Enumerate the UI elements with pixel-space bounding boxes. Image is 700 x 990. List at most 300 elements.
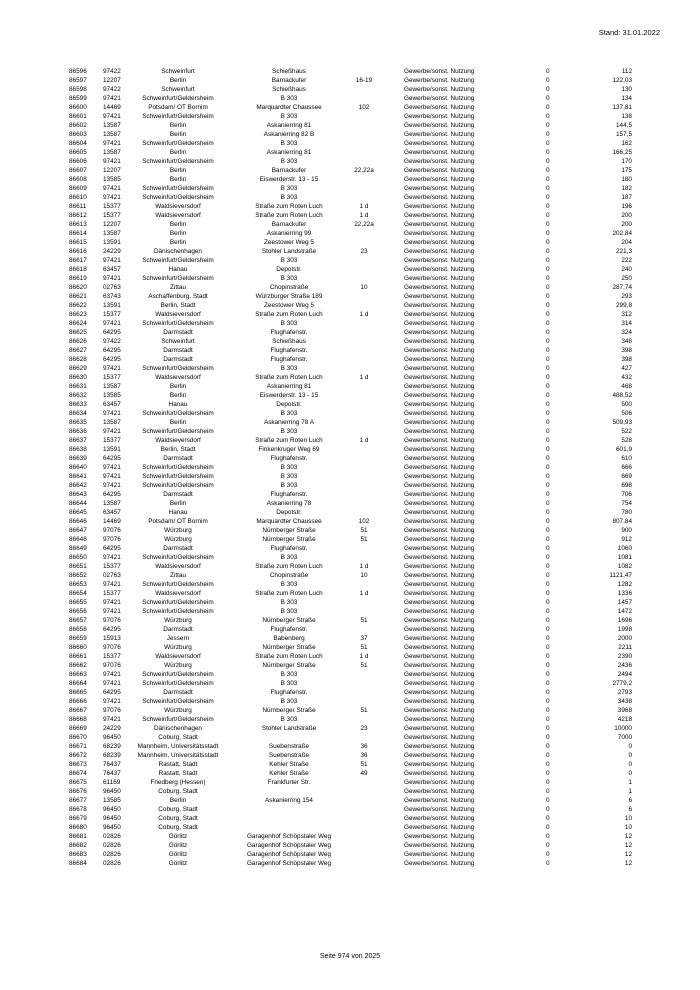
cell-street: B 303 bbox=[280, 599, 298, 606]
cell-street: B 303 bbox=[280, 716, 298, 723]
cell-value-a: 0 bbox=[546, 176, 550, 183]
cell-row-number: 86606 bbox=[69, 158, 87, 165]
cell-street: Eiswerderstr. 13 - 15 bbox=[259, 176, 319, 183]
cell-usage-type: Gewerbe/sonst. Nutzung bbox=[404, 743, 475, 750]
cell-row-number: 86671 bbox=[69, 743, 87, 750]
cell-house-number: 1 d bbox=[359, 212, 369, 219]
cell-usage-type: Gewerbe/sonst. Nutzung bbox=[404, 545, 475, 552]
cell-value-a: 0 bbox=[546, 275, 550, 282]
cell-area-value: 312 bbox=[621, 311, 632, 318]
cell-city: Hanau bbox=[168, 401, 188, 408]
cell-city: Coburg, Stadt bbox=[158, 824, 198, 831]
cell-area-value: 900 bbox=[621, 527, 632, 534]
cell-area-value: 601,9 bbox=[616, 446, 632, 453]
cell-value-a: 0 bbox=[546, 689, 550, 696]
table-row bbox=[0, 292, 700, 301]
table-row bbox=[0, 382, 700, 391]
cell-house-number: 102 bbox=[358, 104, 370, 111]
cell-usage-type: Gewerbe/sonst. Nutzung bbox=[404, 554, 475, 561]
cell-postal-code: 96450 bbox=[103, 824, 121, 831]
cell-value-a: 0 bbox=[546, 185, 550, 192]
cell-usage-type: Gewerbe/sonst. Nutzung bbox=[404, 473, 475, 480]
cell-postal-code: 97421 bbox=[103, 671, 121, 678]
cell-street: Nürnberger Straße bbox=[262, 707, 316, 714]
table-row bbox=[0, 94, 700, 103]
table-row bbox=[0, 607, 700, 616]
table-row bbox=[0, 193, 700, 202]
cell-value-a: 0 bbox=[546, 842, 550, 849]
cell-usage-type: Gewerbe/sonst. Nutzung bbox=[404, 239, 475, 246]
cell-city: Aschaffenburg, Stadt bbox=[148, 293, 208, 300]
cell-row-number: 86662 bbox=[69, 662, 87, 669]
cell-row-number: 86663 bbox=[69, 671, 87, 678]
table-row bbox=[0, 76, 700, 85]
cell-house-number: 49 bbox=[360, 770, 368, 777]
cell-value-a: 0 bbox=[546, 572, 550, 579]
cell-area-value: 0 bbox=[628, 743, 632, 750]
table-row bbox=[0, 184, 700, 193]
cell-postal-code: 97421 bbox=[103, 194, 121, 201]
cell-postal-code: 64295 bbox=[103, 356, 121, 363]
cell-area-value: 240 bbox=[621, 266, 632, 273]
cell-city: Hanau bbox=[168, 509, 188, 516]
cell-city: Schweinfurt/Geldersheim bbox=[142, 365, 214, 372]
cell-usage-type: Gewerbe/sonst. Nutzung bbox=[404, 284, 475, 291]
cell-value-a: 0 bbox=[546, 500, 550, 507]
cell-street: Askanierring 82 B bbox=[263, 131, 315, 138]
cell-postal-code: 13591 bbox=[103, 302, 121, 309]
cell-postal-code: 97421 bbox=[103, 320, 121, 327]
cell-area-value: 10000 bbox=[614, 725, 632, 732]
cell-postal-code: 97421 bbox=[103, 428, 121, 435]
cell-area-value: 10 bbox=[624, 815, 632, 822]
cell-postal-code: 14469 bbox=[103, 104, 121, 111]
cell-street: Garagenhof Schöpstaler Weg bbox=[246, 860, 332, 867]
cell-row-number: 86645 bbox=[69, 509, 87, 516]
cell-row-number: 86646 bbox=[69, 518, 87, 525]
cell-city: Waldsieversdorf bbox=[155, 590, 201, 597]
cell-city: Waldsieversdorf bbox=[155, 374, 201, 381]
cell-area-value: 6 bbox=[628, 797, 632, 804]
cell-row-number: 86601 bbox=[69, 113, 87, 120]
cell-house-number: 10 bbox=[360, 572, 368, 579]
cell-value-a: 0 bbox=[546, 293, 550, 300]
cell-house-number: 1 d bbox=[359, 311, 369, 318]
cell-city: Berlin bbox=[169, 419, 187, 426]
cell-street: B 303 bbox=[280, 257, 298, 264]
cell-row-number: 86638 bbox=[69, 446, 87, 453]
cell-house-number: 51 bbox=[360, 536, 368, 543]
cell-street: Flughafenstr. bbox=[270, 356, 308, 363]
cell-usage-type: Gewerbe/sonst. Nutzung bbox=[404, 815, 475, 822]
table-row bbox=[0, 769, 700, 778]
cell-value-a: 0 bbox=[546, 68, 550, 75]
cell-usage-type: Gewerbe/sonst. Nutzung bbox=[404, 275, 475, 282]
cell-value-a: 0 bbox=[546, 635, 550, 642]
cell-row-number: 86624 bbox=[69, 320, 87, 327]
cell-city: Darmstadt bbox=[163, 356, 193, 363]
cell-row-number: 86666 bbox=[69, 698, 87, 705]
cell-row-number: 86684 bbox=[69, 860, 87, 867]
cell-value-a: 0 bbox=[546, 248, 550, 255]
table-row bbox=[0, 256, 700, 265]
cell-street: Nürnberger Straße bbox=[262, 527, 316, 534]
cell-value-a: 0 bbox=[546, 356, 550, 363]
cell-city: Berlin bbox=[169, 176, 187, 183]
cell-street: Nürnberger Straße bbox=[262, 662, 316, 669]
table-row bbox=[0, 715, 700, 724]
cell-area-value: 427 bbox=[621, 365, 632, 372]
cell-value-a: 0 bbox=[546, 239, 550, 246]
cell-city: Schweinfurt/Geldersheim bbox=[142, 482, 214, 489]
cell-house-number: 51 bbox=[360, 707, 368, 714]
cell-street: Askanierring 99 bbox=[266, 230, 312, 237]
cell-value-a: 0 bbox=[546, 509, 550, 516]
cell-row-number: 86675 bbox=[69, 779, 87, 786]
cell-street: Askanierring 78 A bbox=[263, 419, 315, 426]
cell-value-a: 0 bbox=[546, 554, 550, 561]
cell-house-number: 51 bbox=[360, 644, 368, 651]
cell-row-number: 86599 bbox=[69, 95, 87, 102]
table-row bbox=[0, 535, 700, 544]
cell-postal-code: 97421 bbox=[103, 554, 121, 561]
cell-area-value: 138 bbox=[621, 113, 632, 120]
cell-postal-code: 15377 bbox=[103, 374, 121, 381]
table-row bbox=[0, 706, 700, 715]
cell-street: B 303 bbox=[280, 482, 298, 489]
cell-row-number: 86655 bbox=[69, 599, 87, 606]
cell-city: Waldsieversdorf bbox=[155, 653, 201, 660]
cell-value-a: 0 bbox=[546, 590, 550, 597]
cell-usage-type: Gewerbe/sonst. Nutzung bbox=[404, 167, 475, 174]
cell-street: Barnackufer bbox=[271, 77, 307, 84]
cell-usage-type: Gewerbe/sonst. Nutzung bbox=[404, 176, 475, 183]
cell-postal-code: 64295 bbox=[103, 347, 121, 354]
cell-value-a: 0 bbox=[546, 680, 550, 687]
cell-house-number: 23 bbox=[360, 725, 368, 732]
cell-usage-type: Gewerbe/sonst. Nutzung bbox=[404, 410, 475, 417]
cell-row-number: 86676 bbox=[69, 788, 87, 795]
cell-postal-code: 13591 bbox=[103, 446, 121, 453]
cell-street: B 303 bbox=[280, 680, 298, 687]
cell-row-number: 86661 bbox=[69, 653, 87, 660]
cell-usage-type: Gewerbe/sonst. Nutzung bbox=[404, 68, 475, 75]
cell-city: Görlitz bbox=[168, 851, 188, 858]
cell-value-a: 0 bbox=[546, 266, 550, 273]
cell-city: Schweinfurt/Geldersheim bbox=[142, 599, 214, 606]
cell-street: Schießhaus bbox=[272, 338, 306, 345]
table-row bbox=[0, 841, 700, 850]
cell-area-value: 528 bbox=[621, 437, 632, 444]
cell-city: Berlin, Stadt bbox=[160, 446, 196, 453]
cell-usage-type: Gewerbe/sonst. Nutzung bbox=[404, 716, 475, 723]
cell-postal-code: 76437 bbox=[103, 770, 121, 777]
cell-value-a: 0 bbox=[546, 104, 550, 111]
cell-postal-code: 02826 bbox=[103, 842, 121, 849]
cell-row-number: 86681 bbox=[69, 833, 87, 840]
cell-postal-code: 96450 bbox=[103, 788, 121, 795]
page-footer: Seite 974 von 2025 bbox=[319, 953, 381, 960]
cell-postal-code: 97421 bbox=[103, 275, 121, 282]
cell-city: Berlin bbox=[169, 77, 187, 84]
cell-city: Schweinfurt/Geldersheim bbox=[142, 275, 214, 282]
table-row bbox=[0, 157, 700, 166]
cell-usage-type: Gewerbe/sonst. Nutzung bbox=[404, 833, 475, 840]
cell-city: Waldsieversdorf bbox=[155, 563, 201, 570]
cell-area-value: 509,93 bbox=[612, 419, 632, 426]
cell-city: Schweinfurt/Geldersheim bbox=[142, 428, 214, 435]
table-row bbox=[0, 85, 700, 94]
cell-city: Darmstadt bbox=[163, 329, 193, 336]
table-row bbox=[0, 472, 700, 481]
cell-street: B 303 bbox=[280, 428, 298, 435]
cell-postal-code: 15913 bbox=[103, 635, 121, 642]
table-row bbox=[0, 733, 700, 742]
cell-value-a: 0 bbox=[546, 167, 550, 174]
cell-area-value: 144,5 bbox=[616, 122, 632, 129]
cell-row-number: 86615 bbox=[69, 239, 87, 246]
cell-area-value: 1336 bbox=[617, 590, 632, 597]
cell-city: Mannheim, Universitätsstadt bbox=[137, 743, 219, 750]
cell-postal-code: 15377 bbox=[103, 590, 121, 597]
cell-value-a: 0 bbox=[546, 329, 550, 336]
table-row bbox=[0, 67, 700, 76]
cell-usage-type: Gewerbe/sonst. Nutzung bbox=[404, 752, 475, 759]
cell-area-value: 314 bbox=[621, 320, 632, 327]
cell-value-a: 0 bbox=[546, 653, 550, 660]
cell-row-number: 86683 bbox=[69, 851, 87, 858]
table-row bbox=[0, 787, 700, 796]
cell-city: Mannheim, Universitätsstadt bbox=[137, 752, 219, 759]
table-row bbox=[0, 724, 700, 733]
cell-postal-code: 12207 bbox=[103, 77, 121, 84]
cell-city: Görlitz bbox=[168, 833, 188, 840]
cell-usage-type: Gewerbe/sonst. Nutzung bbox=[404, 392, 475, 399]
cell-street: Depotstr. bbox=[276, 401, 302, 408]
cell-street: Askanierring 78 bbox=[266, 500, 312, 507]
cell-usage-type: Gewerbe/sonst. Nutzung bbox=[404, 680, 475, 687]
cell-value-a: 0 bbox=[546, 338, 550, 345]
cell-row-number: 86673 bbox=[69, 761, 87, 768]
cell-value-a: 0 bbox=[546, 617, 550, 624]
cell-city: Berlin bbox=[169, 131, 187, 138]
cell-city: Darmstadt bbox=[163, 491, 193, 498]
cell-city: Zittau bbox=[170, 284, 186, 291]
cell-row-number: 86674 bbox=[69, 770, 87, 777]
table-row bbox=[0, 454, 700, 463]
cell-area-value: 610 bbox=[621, 455, 632, 462]
cell-street: B 303 bbox=[280, 410, 298, 417]
cell-usage-type: Gewerbe/sonst. Nutzung bbox=[404, 95, 475, 102]
cell-value-a: 0 bbox=[546, 221, 550, 228]
cell-postal-code: 13591 bbox=[103, 239, 121, 246]
table-row bbox=[0, 346, 700, 355]
cell-street: Finkenkruger Weg 69 bbox=[258, 446, 320, 453]
cell-street: Garagenhof Schöpstaler Weg bbox=[246, 833, 332, 840]
cell-usage-type: Gewerbe/sonst. Nutzung bbox=[404, 122, 475, 129]
cell-usage-type: Gewerbe/sonst. Nutzung bbox=[404, 320, 475, 327]
cell-usage-type: Gewerbe/sonst. Nutzung bbox=[404, 797, 475, 804]
cell-value-a: 0 bbox=[546, 662, 550, 669]
cell-city: Hanau bbox=[168, 266, 188, 273]
cell-postal-code: 63743 bbox=[103, 293, 121, 300]
cell-area-value: 122,03 bbox=[612, 77, 632, 84]
cell-city: Würzburg bbox=[164, 527, 192, 534]
cell-city: Dänischenhagen bbox=[154, 248, 202, 255]
cell-usage-type: Gewerbe/sonst. Nutzung bbox=[404, 536, 475, 543]
cell-postal-code: 97421 bbox=[103, 581, 121, 588]
cell-value-a: 0 bbox=[546, 347, 550, 354]
cell-area-value: 398 bbox=[621, 356, 632, 363]
cell-area-value: 666 bbox=[621, 464, 632, 471]
cell-value-a: 0 bbox=[546, 149, 550, 156]
cell-value-a: 0 bbox=[546, 491, 550, 498]
table-row bbox=[0, 373, 700, 382]
cell-city: Berlin bbox=[169, 500, 187, 507]
cell-usage-type: Gewerbe/sonst. Nutzung bbox=[404, 689, 475, 696]
table-row bbox=[0, 148, 700, 157]
cell-area-value: 488,52 bbox=[612, 392, 632, 399]
cell-row-number: 86600 bbox=[69, 104, 87, 111]
cell-value-a: 0 bbox=[546, 320, 550, 327]
cell-row-number: 86603 bbox=[69, 131, 87, 138]
table-row bbox=[0, 823, 700, 832]
cell-city: Schweinfurt/Geldersheim bbox=[142, 158, 214, 165]
cell-city: Würzburg bbox=[164, 707, 192, 714]
cell-value-a: 0 bbox=[546, 833, 550, 840]
cell-postal-code: 12207 bbox=[103, 167, 121, 174]
cell-row-number: 86613 bbox=[69, 221, 87, 228]
cell-value-a: 0 bbox=[546, 392, 550, 399]
table-row bbox=[0, 652, 700, 661]
cell-city: Schweinfurt bbox=[161, 68, 195, 75]
cell-row-number: 86598 bbox=[69, 86, 87, 93]
cell-usage-type: Gewerbe/sonst. Nutzung bbox=[404, 194, 475, 201]
cell-row-number: 86665 bbox=[69, 689, 87, 696]
cell-street: B 303 bbox=[280, 671, 298, 678]
table-row bbox=[0, 760, 700, 769]
cell-usage-type: Gewerbe/sonst. Nutzung bbox=[404, 671, 475, 678]
cell-value-a: 0 bbox=[546, 401, 550, 408]
cell-street: Schießhaus bbox=[272, 86, 306, 93]
cell-city: Coburg, Stadt bbox=[158, 815, 198, 822]
cell-usage-type: Gewerbe/sonst. Nutzung bbox=[404, 698, 475, 705]
cell-city: Görlitz bbox=[168, 860, 188, 867]
cell-area-value: 204 bbox=[621, 239, 632, 246]
cell-house-number: 10 bbox=[360, 284, 368, 291]
cell-row-number: 86614 bbox=[69, 230, 87, 237]
cell-usage-type: Gewerbe/sonst. Nutzung bbox=[404, 734, 475, 741]
cell-usage-type: Gewerbe/sonst. Nutzung bbox=[404, 86, 475, 93]
cell-house-number: 1 d bbox=[359, 203, 369, 210]
cell-row-number: 86680 bbox=[69, 824, 87, 831]
cell-usage-type: Gewerbe/sonst. Nutzung bbox=[404, 581, 475, 588]
cell-city: Zittau bbox=[170, 572, 186, 579]
cell-city: Schweinfurt/Geldersheim bbox=[142, 671, 214, 678]
cell-row-number: 86623 bbox=[69, 311, 87, 318]
cell-area-value: 287,74 bbox=[612, 284, 632, 291]
table-row bbox=[0, 274, 700, 283]
table-row bbox=[0, 211, 700, 220]
cell-street: B 303 bbox=[280, 698, 298, 705]
cell-street: B 303 bbox=[280, 140, 298, 147]
cell-value-a: 0 bbox=[546, 131, 550, 138]
cell-usage-type: Gewerbe/sonst. Nutzung bbox=[404, 257, 475, 264]
cell-area-value: 222 bbox=[621, 257, 632, 264]
cell-area-value: 1998 bbox=[617, 626, 632, 633]
cell-postal-code: 97421 bbox=[103, 410, 121, 417]
cell-postal-code: 97076 bbox=[103, 536, 121, 543]
cell-value-a: 0 bbox=[546, 383, 550, 390]
cell-house-number: 1 d bbox=[359, 590, 369, 597]
cell-row-number: 86657 bbox=[69, 617, 87, 624]
cell-city: Coburg, Stadt bbox=[158, 788, 198, 795]
table-row bbox=[0, 742, 700, 751]
table-row bbox=[0, 301, 700, 310]
cell-area-value: 2793 bbox=[617, 689, 632, 696]
cell-value-a: 0 bbox=[546, 608, 550, 615]
cell-usage-type: Gewerbe/sonst. Nutzung bbox=[404, 626, 475, 633]
cell-area-value: 1121,47 bbox=[609, 572, 632, 579]
cell-value-a: 0 bbox=[546, 410, 550, 417]
cell-usage-type: Gewerbe/sonst. Nutzung bbox=[404, 158, 475, 165]
cell-postal-code: 12207 bbox=[103, 221, 121, 228]
cell-row-number: 86659 bbox=[69, 635, 87, 642]
cell-usage-type: Gewerbe/sonst. Nutzung bbox=[404, 329, 475, 336]
cell-usage-type: Gewerbe/sonst. Nutzung bbox=[404, 608, 475, 615]
cell-street: Barnackufer bbox=[271, 221, 307, 228]
cell-street: Zeestower Weg 5 bbox=[264, 239, 314, 246]
cell-city: Friedberg (Hessen) bbox=[150, 779, 206, 786]
cell-row-number: 86632 bbox=[69, 392, 87, 399]
cell-postal-code: 97421 bbox=[103, 473, 121, 480]
cell-area-value: 2779,2 bbox=[612, 680, 632, 687]
table-row bbox=[0, 418, 700, 427]
cell-row-number: 86633 bbox=[69, 401, 87, 408]
cell-postal-code: 02826 bbox=[103, 860, 121, 867]
cell-usage-type: Gewerbe/sonst. Nutzung bbox=[404, 518, 475, 525]
cell-postal-code: 97076 bbox=[103, 644, 121, 651]
cell-usage-type: Gewerbe/sonst. Nutzung bbox=[404, 77, 475, 84]
cell-usage-type: Gewerbe/sonst. Nutzung bbox=[404, 842, 475, 849]
cell-house-number: 22,22a bbox=[354, 167, 374, 174]
cell-usage-type: Gewerbe/sonst. Nutzung bbox=[404, 617, 475, 624]
cell-postal-code: 13587 bbox=[103, 149, 121, 156]
cell-value-a: 0 bbox=[546, 311, 550, 318]
cell-street: Flughafenstr. bbox=[270, 455, 308, 462]
cell-usage-type: Gewerbe/sonst. Nutzung bbox=[404, 455, 475, 462]
table-row bbox=[0, 166, 700, 175]
cell-area-value: 12 bbox=[624, 842, 632, 849]
table-row bbox=[0, 202, 700, 211]
cell-area-value: 12 bbox=[624, 851, 632, 858]
cell-postal-code: 24229 bbox=[103, 248, 121, 255]
cell-city: Berlin bbox=[169, 149, 187, 156]
cell-value-a: 0 bbox=[546, 743, 550, 750]
cell-row-number: 86608 bbox=[69, 176, 87, 183]
cell-area-value: 130 bbox=[621, 86, 632, 93]
cell-row-number: 86643 bbox=[69, 491, 87, 498]
table-row bbox=[0, 697, 700, 706]
cell-usage-type: Gewerbe/sonst. Nutzung bbox=[404, 599, 475, 606]
cell-value-a: 0 bbox=[546, 203, 550, 210]
cell-street: Straße zum Roten Luch bbox=[255, 311, 323, 318]
cell-usage-type: Gewerbe/sonst. Nutzung bbox=[404, 572, 475, 579]
cell-postal-code: 02763 bbox=[103, 572, 121, 579]
cell-usage-type: Gewerbe/sonst. Nutzung bbox=[404, 635, 475, 642]
cell-usage-type: Gewerbe/sonst. Nutzung bbox=[404, 437, 475, 444]
cell-area-value: 12 bbox=[624, 833, 632, 840]
